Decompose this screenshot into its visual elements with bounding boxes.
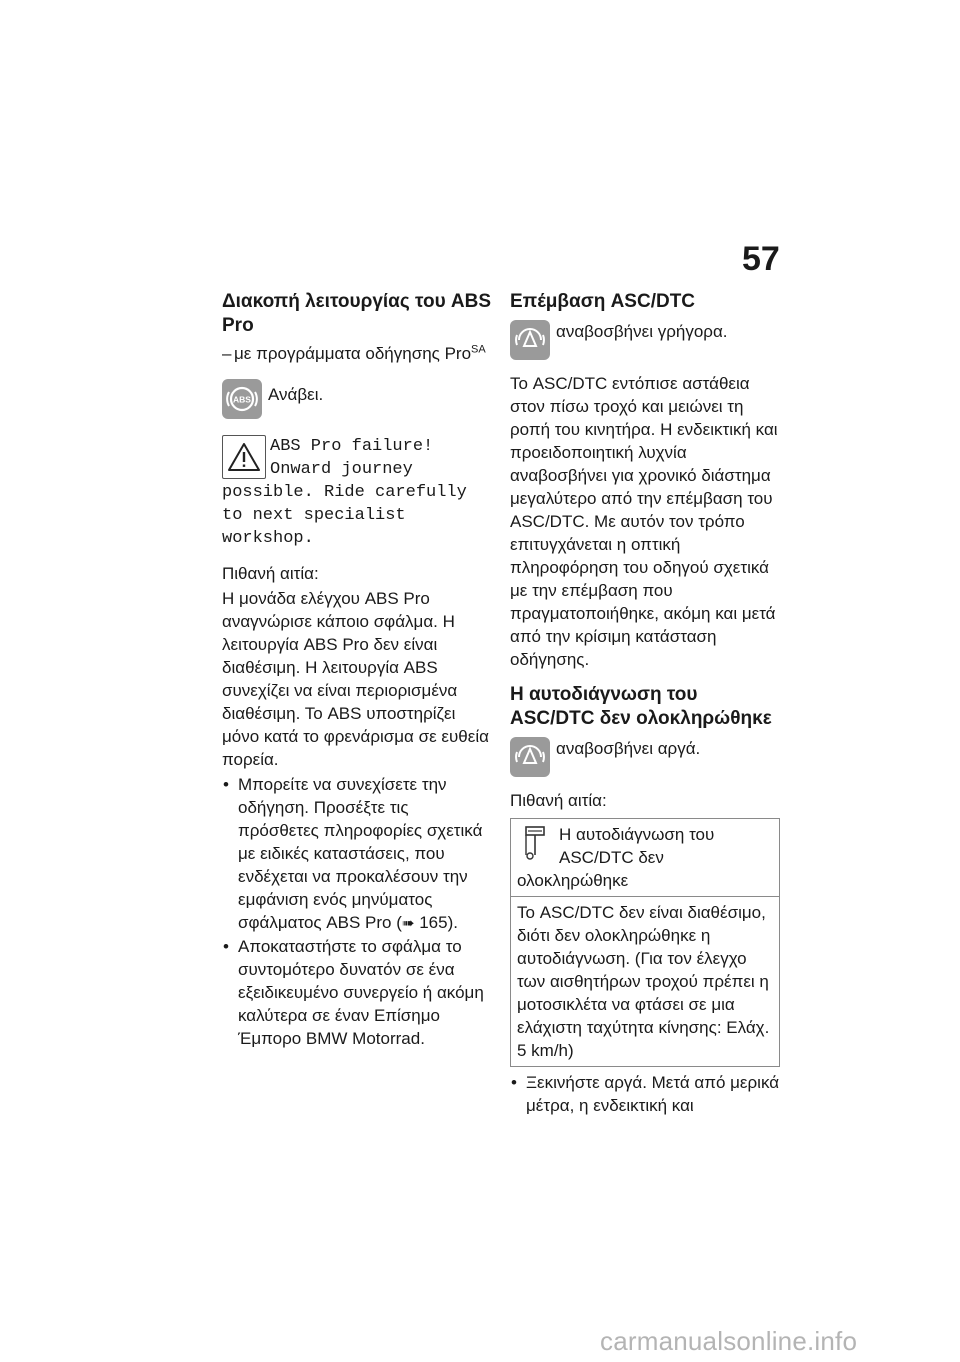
abs-lights-text: Ανάβει.	[268, 385, 324, 404]
display-info-icon	[517, 823, 553, 863]
asc-slow-flash-row	[510, 737, 780, 779]
flash-slow-text: αναβοσβήνει αργά.	[556, 739, 701, 758]
mode-dash: –	[222, 344, 232, 363]
bullet-fix-fault	[222, 935, 492, 1050]
cause-text: Η μονάδα ελέγχου ABS Pro αναγνώρισε κάποιο σφάλμα. Η λειτουργία ABS Pro δεν είναι διαθέσιμη. Η λειτουργία ABS συνεχίζει να είναι περιορισμένα διαθέσιμη. Το ABS υποστηρίζει μόνο κατά το φρενάρισμα σε ευθεία πορεία.	[222, 589, 489, 769]
asc-fast-flash-row	[510, 320, 780, 362]
abs-icon-label: ABS	[233, 394, 251, 405]
bullet-start-slowly	[510, 1071, 780, 1117]
section-heading-self-diagnosis: Η αυτοδιάγνωση του ASC/DTC δεν ολοκληρώθηκε	[510, 684, 772, 729]
warning-triangle-icon	[222, 435, 266, 479]
bullet2-text: Αποκαταστήστε το σφάλμα το συντομότερο δυνατόν σε ένα εξειδικευμένο συνεργείο ή ακόμη καλύτερα σε έναν Επίσημο Έμπορο BMW Motorrad.	[238, 937, 484, 1048]
section-heading-asc-dtc: Επέμβαση ASC/DTC	[510, 291, 696, 312]
abs-lamp-row	[222, 379, 492, 421]
warning-message-text: ABS Pro failure! Onward journey possible. Ride carefully to next specialist workshop.	[222, 437, 467, 548]
mode-condition	[222, 342, 492, 365]
diagnosis-table-header	[511, 819, 779, 896]
bullet1-text: Μπορείτε να συνεχίσετε την οδήγηση. Προσέξτε τις πρόσθετες πληροφορίες σχετικά με ειδικές καταστάσεις, που ενδέχεται να προκαλέσουν την εμφάνιση ενός μηνύματος σφάλματος ABS Pro (	[238, 775, 483, 932]
asc-dtc-light-icon-slow	[510, 737, 550, 777]
left-column	[222, 290, 492, 1050]
page-ref-arrow-icon: ➠	[401, 915, 415, 932]
asc-dtc-light-icon	[510, 320, 550, 360]
flash-fast-text: αναβοσβήνει γρήγορα.	[556, 322, 728, 341]
diagnosis-table-body: Το ASC/DTC δεν είναι διαθέσιμο, διότι δεν ολοκληρώθηκε η αυτοδιάγνωση. (Για τον έλεγχο των αισθητήρων τροχού πρέπει η μοτοσικλέτα να φτάσει σε μια ελάχιστη ταχύτητα κίνησης: Ελάχ. 5 km/h)	[511, 896, 779, 1066]
possible-cause-label: Πιθανή αιτία:	[222, 564, 319, 583]
warning-message-block	[222, 435, 492, 550]
abs-warning-light-icon	[222, 379, 262, 419]
mode-sup: SA	[471, 343, 486, 356]
asc-intervention-text: Το ASC/DTC εντόπισε αστάθεια στον πίσω τροχό και μειώνει τη ροπή του κινητήρα. Η ενδεικτική και προειδοποιητική λυχνία αναβοσβήνει για χρονικό διάστημα μεγαλύτερο από την επέμβαση του ASC/DTC. Με αυτόν τον τρόπο επιτυγχάνεται η οπτική πληροφόρηση του οδηγού σχετικά με την επέμβαση που πραγματοποιήθηκε, ακόμη και μετά από την κρίσιμη κατάσταση οδήγησης.	[510, 374, 778, 669]
possible-cause-label-right: Πιθανή αιτία:	[510, 791, 607, 810]
mode-text: με προγράμματα οδήγησης Pro	[234, 344, 472, 363]
page-number: 57	[742, 240, 780, 278]
bullet-continue-riding	[222, 773, 492, 935]
diagnosis-table	[510, 818, 780, 1067]
right-column	[510, 290, 780, 1117]
section-heading-abs-pro: Διακοπή λειτουργίας του ABS Pro	[222, 291, 492, 336]
watermark: carmanualsonline.info	[600, 1326, 858, 1356]
diagnosis-table-header-text: Η αυτοδιάγνωση του ASC/DTC δεν ολοκληρώθηκε	[517, 825, 715, 890]
bullet-start-slowly-text: Ξεκινήστε αργά. Μετά από μερικά μέτρα, η ενδεικτική και	[526, 1073, 780, 1115]
bullet1-ref[interactable]: 165).	[419, 913, 458, 932]
